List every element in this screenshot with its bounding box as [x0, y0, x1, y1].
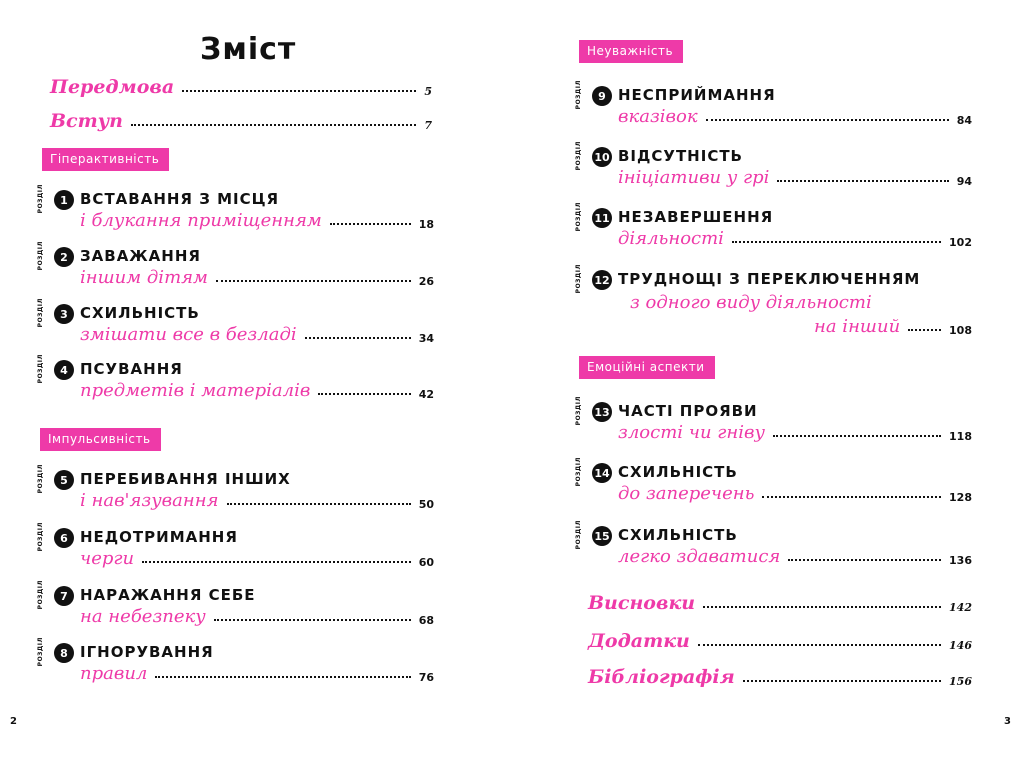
page-number: 50 [418, 498, 434, 511]
toc-entry-label: Бібліографія [588, 666, 735, 688]
page-number: 156 [949, 675, 972, 688]
chapter-label: РОЗДІЛ [575, 202, 582, 232]
chapter-subtitle-row [618, 422, 972, 443]
section-tag-impulsivity: Імпульсивність [40, 428, 161, 451]
chapter-subtitle-row [80, 324, 434, 345]
page-number-right: 3 [1004, 716, 1011, 727]
page-number: 84 [956, 114, 972, 127]
chapter-number-badge: 5 [54, 470, 74, 490]
right-page [512, 0, 1024, 768]
chapter-number-badge: 7 [54, 586, 74, 606]
page-number: 42 [418, 388, 434, 401]
toc-entry-intro[interactable] [50, 110, 432, 132]
chapter-subtitle: злості чи гніву [618, 422, 765, 443]
chapter-number-badge: 1 [54, 190, 74, 210]
toc-entry-label: Додатки [588, 630, 690, 652]
dot-leader [330, 223, 411, 225]
dot-leader [762, 496, 941, 498]
dot-leader [788, 559, 941, 561]
chapter-title: НЕЗАВЕРШЕННЯ [618, 208, 774, 226]
toc-entry-bibliography[interactable] [588, 666, 972, 688]
chapter-subtitle: вказівок [618, 106, 698, 127]
dot-leader [142, 561, 411, 563]
chapter-subtitle-row [80, 606, 434, 627]
chapter-title: СХИЛЬНІСТЬ [80, 304, 200, 322]
chapter-label: РОЗДІЛ [37, 298, 44, 328]
chapter-label: РОЗДІЛ [575, 457, 582, 487]
dot-leader [155, 676, 410, 678]
chapter-subtitle: черги [80, 548, 135, 569]
chapter-title: ПСУВАННЯ [80, 360, 183, 378]
chapter-subtitle-row [618, 228, 972, 249]
chapter-number-badge: 3 [54, 304, 74, 324]
page-number: 60 [418, 556, 434, 569]
dot-leader [777, 180, 948, 182]
dot-leader [216, 280, 411, 282]
chapter-number-badge: 2 [54, 247, 74, 267]
chapter-label: РОЗДІЛ [575, 141, 582, 171]
chapter-label: РОЗДІЛ [575, 264, 582, 294]
page-number: 76 [418, 671, 434, 684]
chapter-subtitle-continued: на інший [814, 316, 901, 337]
chapter-subtitle: і блукання приміщенням [80, 210, 322, 231]
page-number: 34 [418, 332, 434, 345]
chapter-title: ВСТАВАННЯ З МІСЦЯ [80, 190, 280, 208]
chapter-title: НЕСПРИЙМАННЯ [618, 86, 776, 104]
chapter-subtitle-row [80, 490, 434, 511]
chapter-title: НЕДОТРИМАННЯ [80, 528, 238, 546]
page-number: 102 [949, 236, 972, 249]
chapter-subtitle-row [80, 210, 434, 231]
chapter-number-badge: 9 [592, 86, 612, 106]
chapter-number-badge: 10 [592, 147, 612, 167]
chapter-subtitle: правил [80, 663, 148, 684]
chapter-number-badge: 4 [54, 360, 74, 380]
chapter-subtitle-row-2 [618, 316, 972, 337]
chapter-number-badge: 6 [54, 528, 74, 548]
chapter-label: РОЗДІЛ [37, 580, 44, 610]
dot-leader [305, 337, 411, 339]
dot-leader [698, 644, 941, 646]
chapter-title: ЗАВАЖАННЯ [80, 247, 201, 265]
chapter-subtitle: легко здаватися [618, 546, 781, 567]
chapter-title: ТРУДНОЩІ З ПЕРЕКЛЮЧЕННЯМ [618, 270, 921, 288]
chapter-subtitle-row [618, 546, 972, 567]
page-number: 146 [949, 639, 972, 652]
chapter-number-badge: 15 [592, 526, 612, 546]
dot-leader [703, 606, 941, 608]
dot-leader [908, 329, 941, 331]
page-number: 7 [424, 119, 432, 132]
dot-leader [214, 619, 411, 621]
chapter-title: ПЕРЕБИВАННЯ ІНШИХ [80, 470, 291, 488]
section-tag-inattention: Неуважність [579, 40, 683, 63]
chapter-label: РОЗДІЛ [37, 354, 44, 384]
toc-entry-foreword[interactable] [50, 76, 432, 98]
section-tag-emotional: Емоційні аспекти [579, 356, 715, 379]
chapter-subtitle-row [80, 267, 434, 288]
page-number: 108 [949, 324, 972, 337]
dot-leader [227, 503, 411, 505]
page-title: Зміст [200, 32, 297, 67]
chapter-number-badge: 12 [592, 270, 612, 290]
dot-leader [706, 119, 949, 121]
chapter-subtitle: іншим дітям [80, 267, 208, 288]
page-number: 68 [418, 614, 434, 627]
chapter-subtitle-row [80, 380, 434, 401]
chapter-title: СХИЛЬНІСТЬ [618, 526, 738, 544]
toc-entry-conclusions[interactable] [588, 592, 972, 614]
toc-entry-label: Вступ [50, 110, 123, 132]
chapter-subtitle: ініціативи у грі [618, 167, 770, 188]
chapter-subtitle: предметів і матеріалів [80, 380, 311, 401]
chapter-subtitle: до заперечень [618, 483, 755, 504]
dot-leader [732, 241, 941, 243]
chapter-label: РОЗДІЛ [37, 522, 44, 552]
chapter-label: РОЗДІЛ [37, 464, 44, 494]
chapter-label: РОЗДІЛ [575, 396, 582, 426]
toc-entry-appendices[interactable] [588, 630, 972, 652]
page-number: 26 [418, 275, 434, 288]
chapter-title: ІГНОРУВАННЯ [80, 643, 214, 661]
page-number-left: 2 [10, 716, 17, 727]
chapter-subtitle: з одного виду діяльності [630, 292, 872, 313]
page-number: 18 [418, 218, 434, 231]
chapter-subtitle: і нав'язування [80, 490, 219, 511]
chapter-number-badge: 11 [592, 208, 612, 228]
chapter-subtitle-row [618, 167, 972, 188]
chapter-number-badge: 14 [592, 463, 612, 483]
chapter-label: РОЗДІЛ [575, 520, 582, 550]
chapter-subtitle: на небезпеку [80, 606, 206, 627]
toc-entry-label: Передмова [50, 76, 175, 98]
chapter-label: РОЗДІЛ [37, 241, 44, 271]
page-number: 136 [949, 554, 972, 567]
chapter-subtitle-row [80, 663, 434, 684]
chapter-subtitle-row [618, 292, 972, 313]
chapter-subtitle: діяльності [618, 228, 724, 249]
chapter-title: ЧАСТІ ПРОЯВИ [618, 402, 758, 420]
chapter-number-badge: 13 [592, 402, 612, 422]
chapter-number-badge: 8 [54, 643, 74, 663]
page-number: 128 [949, 491, 972, 504]
toc-entry-label: Висновки [588, 592, 696, 614]
dot-leader [131, 124, 416, 126]
chapter-subtitle-row [80, 548, 434, 569]
chapter-subtitle-row [618, 483, 972, 504]
dot-leader [318, 393, 410, 395]
page-number: 94 [956, 175, 972, 188]
dot-leader [773, 435, 941, 437]
page-number: 142 [949, 601, 972, 614]
chapter-title: НАРАЖАННЯ СЕБЕ [80, 586, 256, 604]
chapter-subtitle: змішати все в безладі [80, 324, 297, 345]
page-number: 5 [424, 85, 432, 98]
chapter-label: РОЗДІЛ [37, 184, 44, 214]
chapter-title: СХИЛЬНІСТЬ [618, 463, 738, 481]
chapter-subtitle-row [618, 106, 972, 127]
page-number: 118 [949, 430, 972, 443]
chapter-title: ВІДСУТНІСТЬ [618, 147, 743, 165]
chapter-label: РОЗДІЛ [37, 637, 44, 667]
dot-leader [743, 680, 941, 682]
dot-leader [182, 90, 416, 92]
section-tag-hyperactivity: Гіперактивність [42, 148, 169, 171]
chapter-label: РОЗДІЛ [575, 80, 582, 110]
